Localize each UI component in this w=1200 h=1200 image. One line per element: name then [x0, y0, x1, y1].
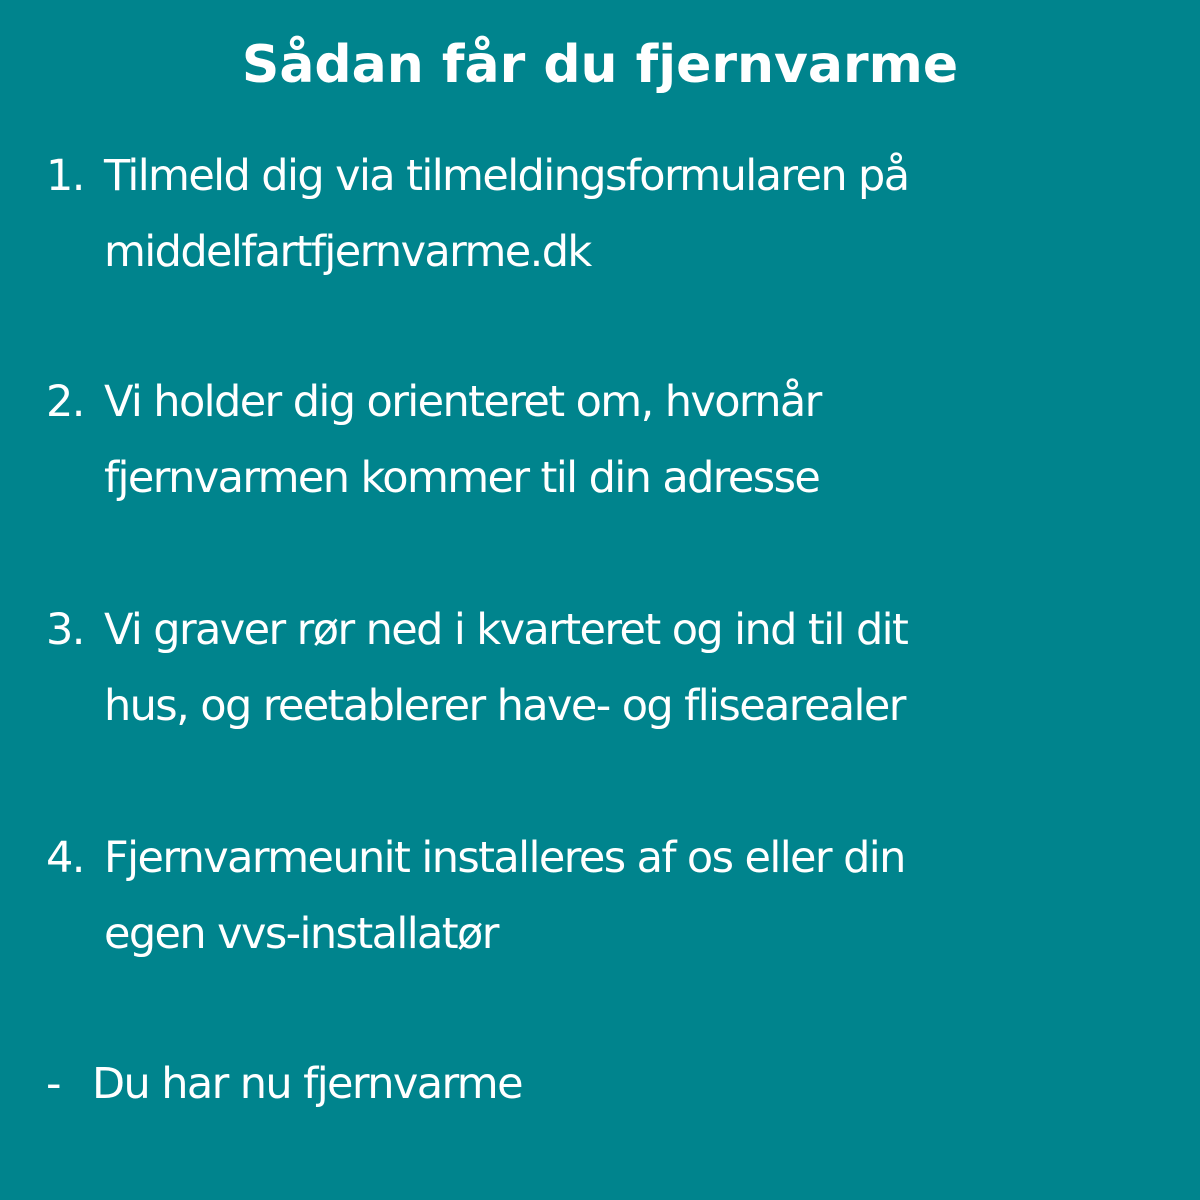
step-line: Vi graver rør ned i kvarteret og ind til dit [104, 605, 908, 655]
step-line: middelfartfjernvarme.dk [104, 227, 591, 277]
step-line: hus, og reetablerer have- og flisearealer [104, 681, 905, 731]
step-2 [46, 364, 1166, 516]
step-line: Fjernvarmeunit installeres af os eller din [104, 833, 905, 883]
step-number: 4. [46, 833, 84, 883]
step-4 [46, 820, 1166, 972]
step-line: fjernvarmen kommer til din adresse [104, 453, 820, 503]
poster-title: Sådan får du fjernvarme [241, 35, 959, 95]
step-line: egen vvs-installatør [104, 909, 498, 959]
step-line: Vi holder dig orienteret om, hvornår [104, 377, 821, 427]
step-line: Tilmeld dig via tilmeldingsformularen på [104, 151, 909, 201]
final-text: Du har nu fjernvarme [92, 1059, 522, 1109]
final-note [46, 1046, 522, 1122]
step-number: 1. [46, 151, 84, 201]
step-number: 3. [46, 605, 84, 655]
step-3 [46, 592, 1166, 744]
final-dash: - [46, 1059, 60, 1109]
step-number: 2. [46, 377, 84, 427]
step-1 [46, 138, 1166, 290]
